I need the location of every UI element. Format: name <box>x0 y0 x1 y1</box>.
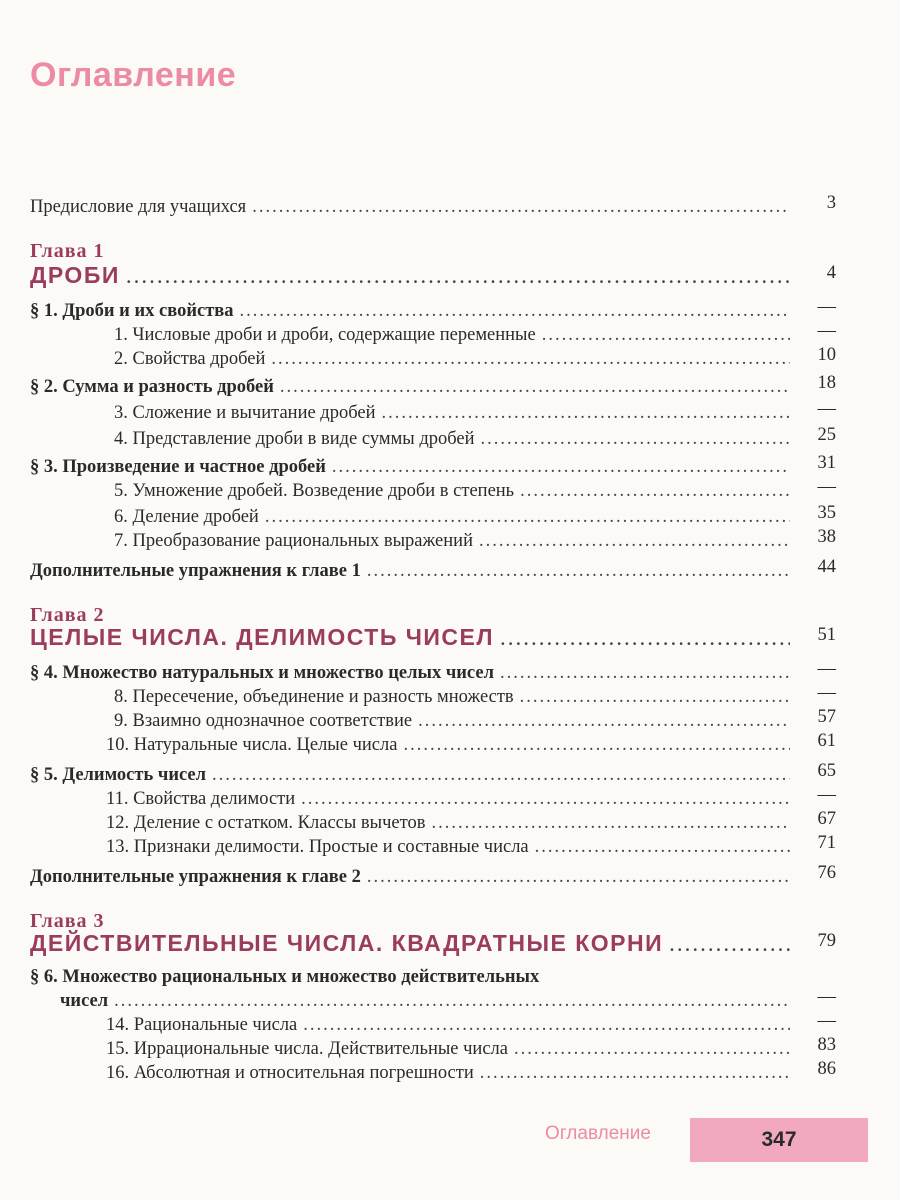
page-number: 83 <box>817 1035 836 1055</box>
item-label: 3. Сложение и вычитание дробей <box>114 403 376 423</box>
section-label: § 3. Произведение и частное дробей <box>30 457 326 477</box>
item-label: 7. Преобразование рациональных выражений <box>114 531 473 551</box>
toc-item[interactable] <box>30 734 790 756</box>
chapter-title[interactable] <box>30 624 790 651</box>
page-number: — <box>817 297 836 317</box>
item-label: 6. Деление дробей <box>114 507 259 527</box>
page-number: 4 <box>826 263 836 283</box>
toc-extra-exercises[interactable] <box>30 560 790 582</box>
section-label: § 1. Дроби и их свойства <box>30 301 234 321</box>
page-title: Оглавление <box>30 56 237 94</box>
page-number: 86 <box>817 1059 836 1079</box>
page-number: 25 <box>817 425 836 445</box>
page-number: 18 <box>817 373 836 393</box>
footer-section-label: Оглавление <box>545 1123 651 1144</box>
toc-section[interactable] <box>30 456 790 478</box>
chapter-title-text: ДЕЙСТВИТЕЛЬНЫЕ ЧИСЛА. КВАДРАТНЫЕ КОРНИ <box>30 930 664 956</box>
toc-item[interactable] <box>30 1062 790 1084</box>
item-label: 10. Натуральные числа. Целые числа <box>106 735 398 755</box>
page-number: 38 <box>817 527 836 547</box>
item-label: 13. Признаки делимости. Простые и составные числа <box>106 837 529 857</box>
chapter-title[interactable] <box>30 262 790 289</box>
toc-section[interactable] <box>30 300 790 322</box>
item-label: 8. Пересечение, объединение и разность множеств <box>114 687 514 707</box>
chapter-label: Глава 2 <box>30 604 105 626</box>
section-label: § 2. Сумма и разность дробей <box>30 377 274 397</box>
entry-label: Предисловие для учащихся <box>30 197 247 217</box>
toc-item[interactable] <box>30 530 790 552</box>
toc-extra-exercises[interactable] <box>30 866 790 888</box>
footer-page-number: 347 <box>761 1128 797 1151</box>
toc-item[interactable] <box>30 812 790 834</box>
toc-item[interactable] <box>30 686 790 708</box>
toc-entry-preface[interactable] <box>30 196 790 218</box>
item-label: 14. Рациональные числа <box>106 1015 298 1035</box>
item-label: 2. Свойства дробей <box>114 349 266 369</box>
page-number: — <box>817 399 836 419</box>
item-label: 12. Деление с остатком. Классы вычетов <box>106 813 426 833</box>
section-label-line1[interactable]: § 6. Множество рациональных и множество действительных <box>30 967 540 987</box>
page-number: 35 <box>817 503 836 523</box>
page-number: 61 <box>817 731 836 751</box>
toc-item[interactable] <box>30 506 790 528</box>
toc-item[interactable] <box>30 402 790 424</box>
page-number: 67 <box>817 809 836 829</box>
toc-item[interactable] <box>30 788 790 810</box>
toc-item[interactable] <box>30 348 790 370</box>
toc-section[interactable] <box>30 990 790 1012</box>
toc-section[interactable] <box>30 764 790 786</box>
toc-section[interactable] <box>30 662 790 684</box>
toc-item[interactable] <box>30 1038 790 1060</box>
toc-item[interactable] <box>30 324 790 346</box>
page-number: 79 <box>817 931 836 951</box>
item-label: 15. Иррациональные числа. Действительные числа <box>106 1039 508 1059</box>
item-label: 1. Числовые дроби и дроби, содержащие переменные <box>114 325 536 345</box>
footer-page-tab <box>690 1118 868 1162</box>
chapter-title[interactable] <box>30 930 790 957</box>
item-label: 16. Абсолютная и относительная погрешности <box>106 1063 474 1083</box>
page-number: 31 <box>817 453 836 473</box>
page-number: 10 <box>817 345 836 365</box>
page-number: 44 <box>817 557 836 577</box>
chapter-title-text: ДРОБИ <box>30 262 120 288</box>
page-number: — <box>817 659 836 679</box>
item-label: 9. Взаимно однозначное соответствие <box>114 711 413 731</box>
toc-item[interactable] <box>30 710 790 732</box>
section-label: § 4. Множество натуральных и множество целых чисел <box>30 663 494 683</box>
page-number: 51 <box>817 625 836 645</box>
toc-item[interactable] <box>30 428 790 450</box>
page-number: 71 <box>817 833 836 853</box>
page-number: — <box>817 1011 836 1031</box>
item-label: 5. Умножение дробей. Возведение дроби в степень <box>114 481 515 501</box>
page-number: 57 <box>817 707 836 727</box>
toc-item[interactable] <box>30 480 790 502</box>
toc-section[interactable] <box>30 376 790 398</box>
toc-item[interactable] <box>30 836 790 858</box>
section-label-line2: чисел <box>60 991 109 1011</box>
page-number: — <box>817 785 836 805</box>
page-number: — <box>817 321 836 341</box>
page-number: — <box>817 987 836 1007</box>
chapter-title-text: ЦЕЛЫЕ ЧИСЛА. ДЕЛИМОСТЬ ЧИСЕЛ <box>30 624 495 650</box>
section-label: § 5. Делимость чисел <box>30 765 207 785</box>
extra-label: Дополнительные упражнения к главе 2 <box>30 867 361 887</box>
toc-item[interactable] <box>30 1014 790 1036</box>
chapter-label: Глава 1 <box>30 240 105 262</box>
page-number: 3 <box>826 193 836 213</box>
chapter-label: Глава 3 <box>30 910 105 932</box>
item-label: 4. Представление дроби в виде суммы дробей <box>114 429 475 449</box>
page-number: — <box>817 477 836 497</box>
page-number: — <box>817 683 836 703</box>
item-label: 11. Свойства делимости <box>106 789 296 809</box>
page-number: 65 <box>817 761 836 781</box>
extra-label: Дополнительные упражнения к главе 1 <box>30 561 361 581</box>
page-number: 76 <box>817 863 836 883</box>
